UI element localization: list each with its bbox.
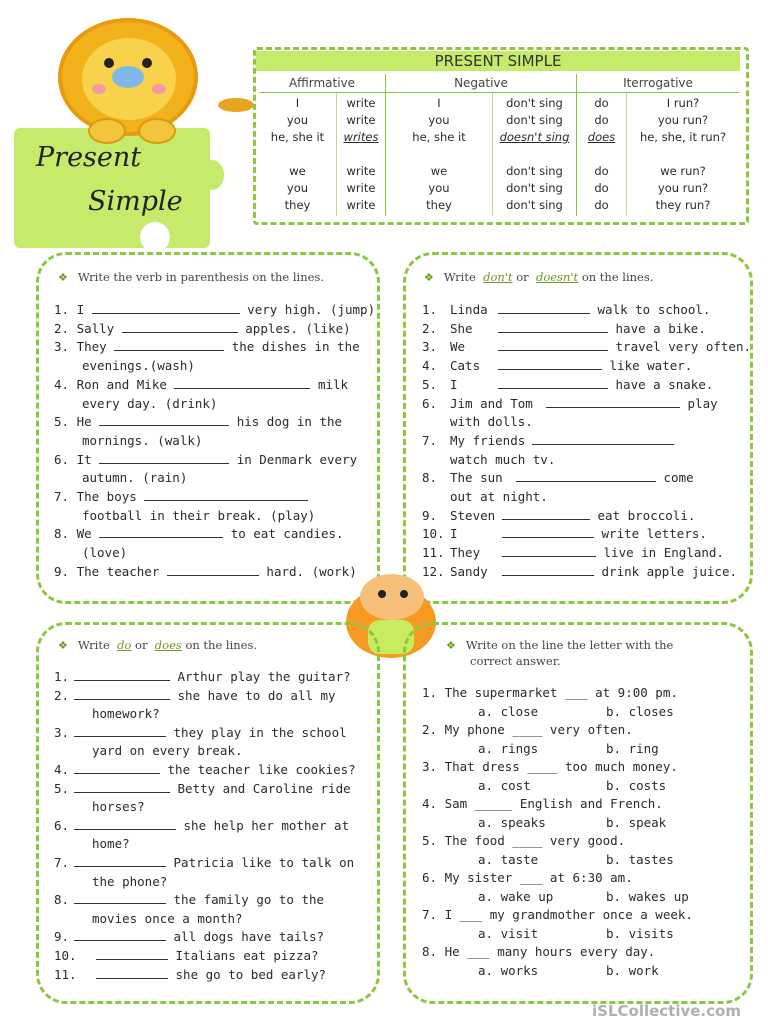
- exercise-1-item-cont: autumn. (rain): [82, 470, 188, 486]
- exercise-4-question: 1. The supermarket ___ at 9:00 pm.: [422, 685, 678, 700]
- item-suffix: Italians eat pizza?: [175, 948, 319, 963]
- exercise-3-item: [54, 724, 347, 743]
- item-prefix: 7. The boys: [54, 489, 137, 504]
- puppy-eye-left: [378, 590, 386, 598]
- item-number: 6.: [54, 817, 70, 833]
- answer-blank[interactable]: [74, 854, 166, 867]
- table-cell: write: [346, 113, 376, 127]
- item-subject: Linda: [450, 302, 488, 317]
- answer-blank[interactable]: [167, 563, 259, 576]
- table-cell: he, she it: [412, 130, 466, 144]
- lion-paw-left: [88, 118, 126, 144]
- table-cell: you: [286, 181, 309, 195]
- item-prefix: 3. They: [54, 339, 107, 355]
- exercise-4-question: 5. The food ____ very good.: [422, 833, 626, 848]
- table-cell: you: [428, 113, 450, 127]
- table-cell: I: [437, 96, 441, 110]
- table-cell: write: [346, 181, 376, 195]
- item-suffix: drink apple juice.: [601, 563, 737, 579]
- table-cell: we: [289, 164, 306, 178]
- exercise-2-instruction: ❖ Write don't or doesn't on the lines.: [424, 270, 654, 284]
- lion-tail: [218, 98, 254, 112]
- table-cell: I run?: [666, 96, 700, 110]
- item-suffix: she go to bed early?: [175, 966, 327, 982]
- item-subject: My friends: [450, 432, 526, 448]
- item-number: 12.: [422, 563, 445, 579]
- item-subject: I: [450, 376, 458, 392]
- item-subject: Steven: [450, 507, 496, 523]
- item-number: 9.: [54, 929, 70, 945]
- exercise-1-item-cont: mornings. (walk): [82, 432, 203, 448]
- exercise-4-question: 7. I ___ my grandmother once a week.: [422, 907, 693, 922]
- diamond-bullet-icon: ❖: [58, 639, 68, 652]
- exercise-3-item: [54, 891, 324, 910]
- table-cell: write: [346, 96, 376, 110]
- item-suffix: very high. (jump): [247, 302, 376, 317]
- item-suffix: she help her mother at: [183, 817, 350, 833]
- item-number: 1.: [422, 302, 438, 317]
- item-prefix: 6. It: [54, 451, 92, 467]
- answer-option-b: b. costs: [606, 778, 667, 793]
- item-number: 5.: [54, 780, 70, 796]
- item-suffix: the teacher like cookies?: [167, 762, 356, 777]
- lion-eye-left: [104, 58, 114, 68]
- item-prefix: 1. I: [54, 302, 85, 317]
- title-present: Present: [36, 142, 142, 173]
- exercise-3-item: [54, 687, 336, 706]
- item-suffix: Patricia like to talk on: [173, 855, 355, 870]
- exercise-3-item-cont: homework?: [92, 706, 160, 722]
- item-number: 5.: [422, 376, 438, 392]
- item-suffix: play: [687, 395, 718, 411]
- item-number: 4.: [54, 762, 70, 777]
- answer-option-b: b. visits: [606, 926, 674, 941]
- answer-blank[interactable]: [99, 413, 229, 426]
- exercise-3-item: [54, 947, 319, 966]
- exercise-3-item: [54, 966, 326, 985]
- exercise-1-item: [54, 451, 357, 470]
- item-subject: Sandy: [450, 563, 488, 579]
- table-cell: you: [428, 181, 450, 195]
- item-suffix: to eat candies.: [230, 526, 344, 542]
- exercise-2-item: [422, 357, 692, 376]
- item-number: 2.: [422, 320, 438, 336]
- table-cell: don't sing: [506, 164, 563, 178]
- item-prefix: 9. The teacher: [54, 563, 160, 579]
- answer-blank[interactable]: [502, 525, 594, 538]
- title-simple: Simple: [88, 186, 183, 217]
- table-cell: do: [594, 113, 609, 127]
- exercise-3-item: [54, 761, 356, 780]
- header-affirmative: Affirmative: [288, 76, 356, 90]
- exercise-1-item: [54, 320, 351, 339]
- item-suffix: have a snake.: [615, 376, 714, 392]
- table-cell: don't sing: [506, 181, 563, 195]
- answer-blank[interactable]: [532, 432, 674, 445]
- item-prefix: 8. We: [54, 526, 92, 542]
- answer-option-a: a. works: [478, 963, 539, 978]
- table-cell: writes: [343, 130, 379, 144]
- answer-option-b: b. tastes: [606, 852, 674, 867]
- answer-blank[interactable]: [502, 544, 596, 557]
- item-number: 8.: [54, 892, 70, 908]
- item-suffix: walk to school.: [597, 302, 711, 317]
- table-cell: you run?: [657, 113, 709, 127]
- answer-blank[interactable]: [74, 724, 166, 737]
- item-number: 3.: [54, 724, 70, 740]
- item-number: 2.: [54, 687, 70, 703]
- table-cell: they: [426, 198, 452, 212]
- exercise-3-item: [54, 668, 351, 687]
- item-suffix: come: [663, 470, 694, 486]
- answer-option-a: a. visit: [478, 926, 539, 941]
- answer-blank[interactable]: [546, 395, 680, 408]
- table-cell: they run?: [655, 198, 711, 212]
- answer-blank[interactable]: [74, 817, 176, 830]
- answer-blank[interactable]: [502, 563, 594, 576]
- answer-blank[interactable]: [174, 376, 310, 389]
- item-suffix: all dogs have tails?: [173, 929, 325, 945]
- item-number: 11.: [54, 966, 77, 982]
- answer-blank[interactable]: [96, 947, 168, 960]
- puppy-eye-right: [400, 590, 408, 598]
- exercise-4-question: 2. My phone ____ very often.: [422, 722, 633, 737]
- item-number: 11.: [422, 545, 445, 561]
- answer-option-a: a. cost: [478, 778, 531, 793]
- exercise-1-item-cont: football in their break. (play): [82, 507, 316, 523]
- answer-blank[interactable]: [74, 687, 170, 700]
- table-cell: I: [295, 96, 300, 110]
- exercise-4-question: 4. Sam _____ English and French.: [422, 796, 663, 811]
- item-number: 3.: [422, 339, 438, 355]
- diamond-bullet-icon: ❖: [58, 271, 68, 284]
- diamond-bullet-icon: ❖: [446, 639, 456, 652]
- table-cell: write: [346, 164, 376, 178]
- exercise-3-instruction: ❖ Write do or does on the lines.: [58, 638, 258, 652]
- item-suffix: eat broccoli.: [597, 507, 696, 523]
- exercise-1-item: [54, 488, 308, 507]
- lion-cheek-right: [152, 84, 166, 94]
- item-suffix: Arthur play the guitar?: [177, 669, 351, 684]
- answer-blank[interactable]: [498, 376, 608, 389]
- item-number: 10.: [422, 526, 445, 542]
- exercise-3-item: [54, 817, 349, 836]
- lion-paw-right: [138, 118, 176, 144]
- answer-blank[interactable]: [498, 338, 608, 351]
- table-cell: you run?: [657, 181, 709, 195]
- answer-blank[interactable]: [96, 966, 168, 979]
- exercise-1-item: [54, 525, 344, 544]
- table-cell: does: [587, 130, 616, 144]
- answer-option-b: b. speak: [606, 815, 667, 830]
- table-cell: do: [594, 181, 609, 195]
- item-prefix: 4. Ron and Mike: [54, 376, 167, 392]
- item-suffix: live in England.: [603, 545, 724, 561]
- answer-option-a: a. close: [478, 704, 539, 719]
- table-cell: we: [430, 164, 448, 178]
- item-subject: We: [450, 339, 466, 355]
- exercise-1-item-cont: evenings.(wash): [82, 358, 195, 374]
- answer-blank[interactable]: [74, 928, 166, 941]
- table-cell: you: [286, 113, 309, 127]
- answer-option-a: a. taste: [478, 852, 539, 867]
- item-suffix: travel very often.: [615, 339, 751, 355]
- item-number: 6.: [422, 395, 438, 411]
- item-suffix: she have to do all my: [177, 687, 336, 703]
- answer-option-a: a. wake up: [478, 889, 554, 904]
- answer-blank[interactable]: [516, 469, 656, 482]
- exercise-2-item: [422, 544, 724, 563]
- item-number: 4.: [422, 358, 438, 374]
- exercise-3-item: [54, 928, 324, 947]
- table-cell: do: [594, 96, 609, 110]
- exercise-3-item: [54, 780, 351, 799]
- lion-cheek-left: [92, 84, 106, 94]
- answer-blank[interactable]: [99, 525, 223, 538]
- exercise-2-item-cont: watch much tv.: [450, 451, 556, 467]
- item-suffix: write letters.: [601, 526, 707, 542]
- answer-option-b: b. closes: [606, 704, 674, 719]
- answer-blank[interactable]: [74, 761, 160, 774]
- exercise-1-instruction: ❖ Write the verb in parenthesis on the lines.: [58, 270, 324, 284]
- exercise-3-item-cont: yard on every break.: [92, 743, 243, 759]
- answer-blank[interactable]: [92, 301, 240, 314]
- table-title: PRESENT SIMPLE: [256, 51, 740, 71]
- lion-nose: [112, 66, 144, 88]
- table-cell: we run?: [660, 164, 706, 178]
- table-header-divider: [259, 92, 739, 93]
- exercise-2-item: [422, 525, 707, 544]
- table-cell: he, she, it run?: [639, 130, 727, 144]
- table-cell: he, she it: [270, 130, 325, 144]
- answer-blank[interactable]: [122, 320, 238, 333]
- answer-blank[interactable]: [144, 488, 308, 501]
- exercise-3-item: [54, 854, 354, 873]
- table-cell: don't sing: [506, 198, 563, 212]
- item-prefix: 2. Sally: [54, 320, 115, 336]
- answer-blank[interactable]: [74, 780, 170, 793]
- answer-blank[interactable]: [99, 451, 229, 464]
- exercise-2-item: [422, 563, 737, 582]
- answer-blank[interactable]: [502, 507, 590, 520]
- table-cell: write: [346, 198, 376, 212]
- exercise-2-item: [422, 338, 751, 357]
- exercise-4-instruction: ❖ Write on the line the letter with the: [446, 638, 674, 652]
- exercise-2-item: [422, 507, 695, 526]
- item-subject: The sun: [450, 470, 503, 486]
- exercise-1-item-cont: (love): [82, 545, 128, 561]
- exercise-1-item: [54, 563, 357, 582]
- exercise-2-item: [422, 469, 694, 488]
- exercise-2-item: [422, 376, 713, 395]
- item-number: 7.: [54, 855, 70, 870]
- header-interrogative: Iterrogative: [623, 76, 693, 90]
- exercise-1-item: [54, 301, 375, 320]
- item-subject: They: [450, 545, 481, 561]
- item-number: 7.: [422, 432, 438, 448]
- answer-option-b: b. wakes up: [606, 889, 689, 904]
- exercise-2-item-cont: with dolls.: [450, 414, 533, 430]
- answer-option-b: b. work: [606, 963, 659, 978]
- item-subject: Cats: [450, 358, 481, 374]
- exercise-2-item-cont: out at night.: [450, 489, 548, 504]
- diamond-bullet-icon: ❖: [424, 271, 434, 284]
- puzzle-tab-decoration: [200, 160, 224, 190]
- item-suffix: the family go to the: [173, 892, 325, 908]
- item-subject: She: [450, 320, 473, 336]
- table-cell: do: [594, 164, 609, 178]
- exercise-4-instruction-cont: correct answer.: [470, 654, 561, 668]
- answer-blank[interactable]: [114, 338, 224, 351]
- exercise-2-item: [422, 301, 710, 320]
- exercise-1-item: [54, 376, 348, 395]
- item-suffix: the dishes in the: [231, 339, 360, 355]
- answer-option-a: a. rings: [478, 741, 539, 756]
- item-subject: Jim and Tom: [450, 395, 533, 411]
- table-cell: doesn't sing: [499, 130, 570, 144]
- item-suffix: have a bike.: [615, 320, 706, 336]
- item-suffix: hard. (work): [266, 563, 357, 579]
- answer-blank[interactable]: [498, 301, 590, 314]
- exercise-3-item-cont: movies once a month?: [92, 910, 243, 926]
- answer-blank[interactable]: [498, 320, 608, 333]
- header-negative: Negative: [454, 76, 508, 90]
- table-cell: they: [284, 198, 311, 212]
- exercise-3-item-cont: horses?: [92, 799, 145, 815]
- answer-option-b: b. ring: [606, 741, 659, 756]
- item-number: 8.: [422, 470, 438, 486]
- puzzle-notch-decoration: [140, 222, 170, 252]
- answer-blank[interactable]: [498, 357, 602, 370]
- answer-blank[interactable]: [74, 668, 170, 681]
- answer-blank[interactable]: [74, 891, 166, 904]
- item-number: 1.: [54, 669, 70, 684]
- puppy-head: [360, 574, 424, 620]
- exercise-3-item-cont: the phone?: [92, 873, 168, 889]
- item-suffix: in Denmark every: [236, 451, 358, 467]
- exercise-4-question: 3. That dress ____ too much money.: [422, 759, 678, 774]
- site-watermark: iSLCollective.com: [592, 1002, 741, 1020]
- item-suffix: Betty and Caroline ride: [177, 780, 351, 796]
- item-suffix: milk: [317, 376, 349, 392]
- answer-option-a: a. speaks: [478, 815, 546, 830]
- exercise-4-question: 6. My sister ___ at 6:30 am.: [422, 870, 633, 885]
- item-suffix: they play in the school: [173, 724, 347, 740]
- table-cell: do: [594, 198, 609, 212]
- item-suffix: apples. (like): [245, 320, 351, 336]
- lion-eye-right: [142, 58, 152, 68]
- item-suffix: his dog in the: [236, 414, 343, 430]
- exercise-1-item-cont: every day. (drink): [82, 395, 218, 411]
- exercise-4-question: 8. He ___ many hours every day.: [422, 944, 656, 959]
- item-number: 10.: [54, 948, 77, 963]
- table-cell: don't sing: [506, 113, 563, 127]
- item-number: 9.: [422, 507, 438, 523]
- exercise-2-item: [422, 395, 718, 414]
- exercise-1-item: [54, 413, 342, 432]
- item-suffix: like water.: [609, 358, 693, 374]
- exercise-2-item: [422, 432, 674, 451]
- exercise-3-item-cont: home?: [92, 836, 130, 852]
- exercise-1-item: [54, 338, 360, 357]
- item-prefix: 5. He: [54, 414, 92, 430]
- item-subject: I: [450, 526, 458, 542]
- exercise-2-item: [422, 320, 706, 339]
- table-cell: don't sing: [506, 96, 563, 110]
